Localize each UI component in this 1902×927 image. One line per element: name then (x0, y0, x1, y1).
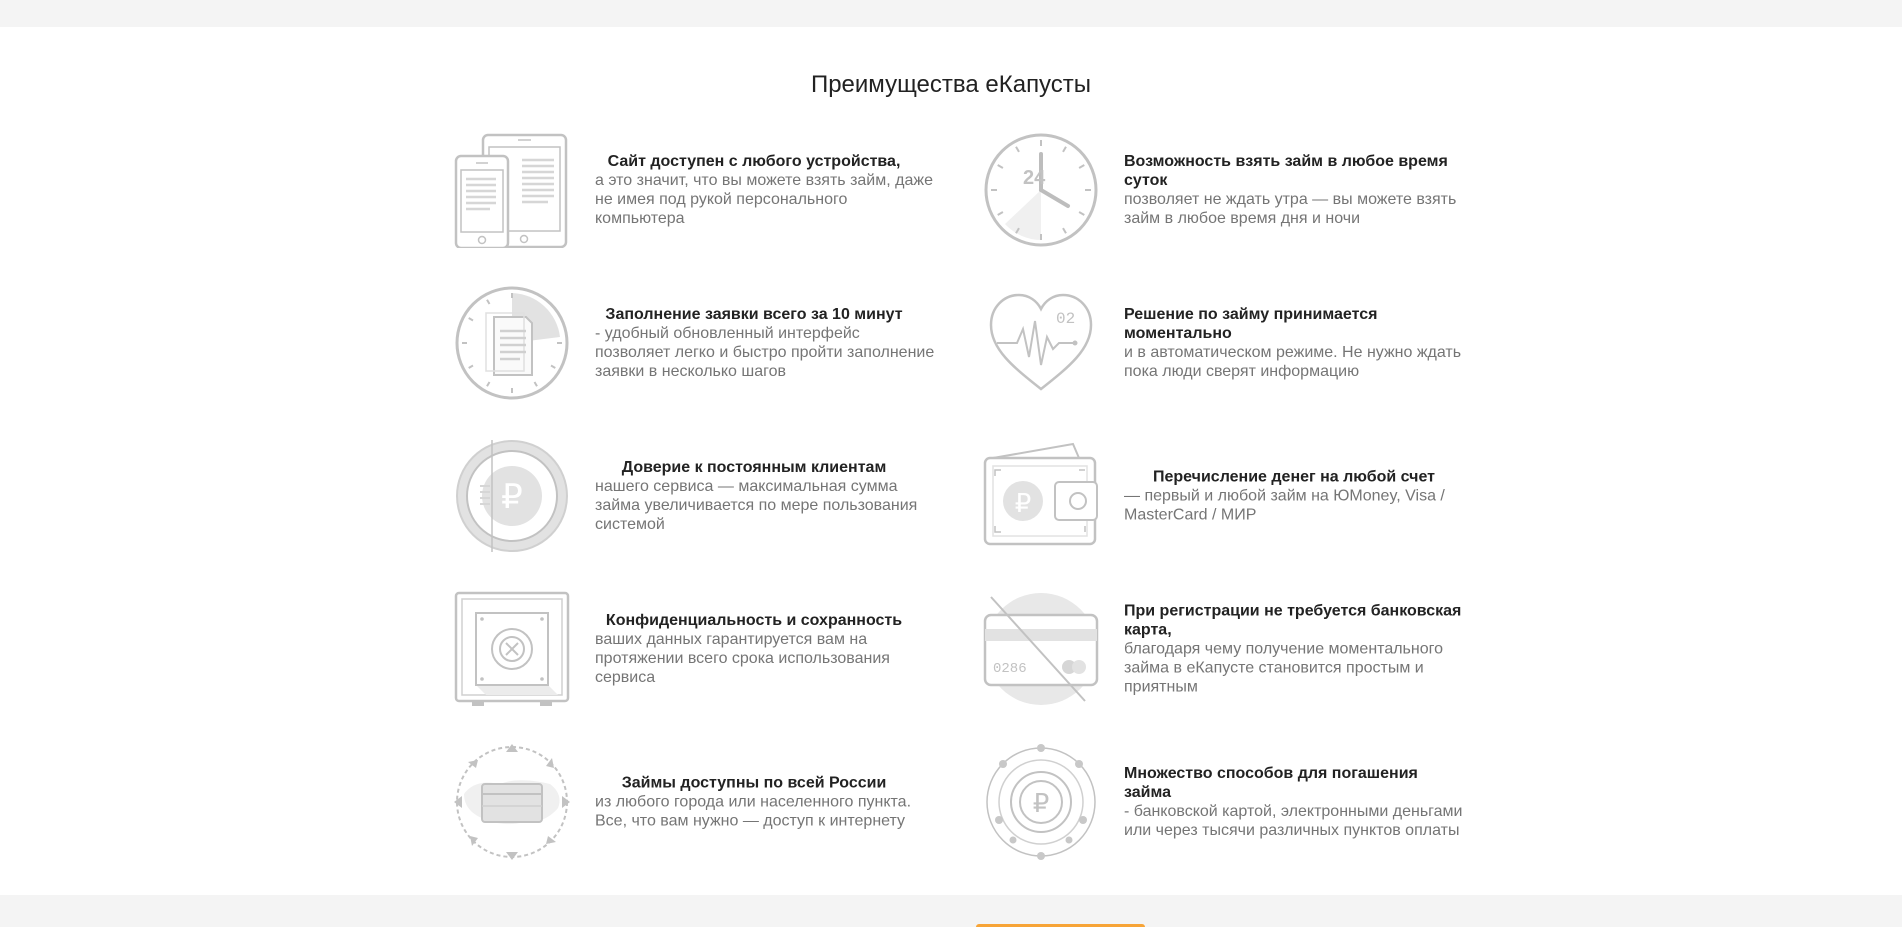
top-strip (0, 0, 1902, 27)
wallet-ruble-sign: ₽ (1014, 489, 1032, 519)
feature-description: а это значит, что вы можете взять займ, даже не имея под рукой персонального компьютера (595, 172, 933, 227)
feature-text (1124, 602, 1464, 697)
advantages-section (0, 27, 1902, 895)
feature-text (595, 611, 935, 687)
feature-text (1124, 468, 1464, 525)
feature-heading: Займы доступны по всей России (621, 774, 887, 792)
feature-description: ваших данных гарантируется вам на протяжении всего срока использования сервиса (595, 631, 890, 686)
feature-instant-decision (983, 285, 1503, 401)
feature-any-account (983, 438, 1503, 554)
heart-pulse-icon (983, 285, 1099, 401)
feature-privacy (454, 591, 974, 707)
russia-map-icon (454, 744, 570, 860)
ruble-sign: ₽ (501, 477, 523, 517)
feature-heading: Сайт доступен с любого устройства, (607, 153, 901, 170)
feature-heading: Доверие к постоянным клиентам (621, 459, 887, 476)
feature-payment-methods (983, 744, 1503, 860)
card-digits: 0286 (993, 661, 1027, 677)
feature-text (595, 774, 935, 831)
feature-loyal-clients (454, 438, 974, 554)
feature-text (595, 152, 935, 228)
feature-text (595, 305, 935, 381)
feature-heading: При регистрации не требуется банковская карта, (1124, 602, 1462, 639)
feature-heading: Перечисление денег на любой счет (1153, 468, 1435, 486)
clock-24-icon (983, 132, 1099, 248)
payment-methods-icon (983, 744, 1099, 860)
feature-description: нашего сервиса — максимальная сумма займа увеличивается по мере пользования системой (595, 478, 918, 533)
feature-quick-form (454, 285, 974, 401)
feature-description: — первый и любой займ на ЮMoney, Visa / MasterCard / МИР (1124, 487, 1445, 524)
feature-text (595, 458, 935, 534)
feature-any-device (454, 132, 974, 248)
feature-heading: Возможность взять займ в любое время суток (1124, 153, 1448, 189)
form-timer-icon (454, 285, 570, 401)
feature-heading: Конфиденциальность и сохранность (605, 612, 903, 629)
no-card-icon (983, 591, 1099, 707)
feature-description: позволяет не ждать утра — вы можете взять займ в любое время дня и ночи (1124, 191, 1457, 227)
feature-description: из любого города или населенного пункта. Все, что вам нужно — доступ к интернету (595, 793, 912, 830)
feature-text (1124, 305, 1464, 381)
feature-text (1124, 152, 1464, 228)
feature-heading: Решение по займу принимается моментально (1124, 306, 1378, 342)
clock-number: 24 (1023, 167, 1046, 189)
payment-ruble-sign: ₽ (1032, 789, 1050, 819)
feature-description: благодаря чему получение моментального займа в еКапусте становится простым и приятным (1124, 640, 1443, 696)
feature-any-time (983, 132, 1503, 248)
devices-icon (454, 132, 570, 248)
safe-icon (454, 591, 570, 707)
feature-no-card (983, 591, 1503, 707)
feature-description: и в автоматическом режиме. Не нужно ждать пока люди сверят информацию (1124, 344, 1462, 380)
feature-description: - банковской картой, электронными деньгами или через тысячи различных пунктов оплаты (1124, 803, 1463, 839)
heart-number: 02 (1056, 310, 1076, 328)
section-title: Преимущества еКапусты (810, 71, 1092, 98)
feature-text (1124, 764, 1464, 840)
feature-heading: Заполнение заявки всего за 10 минут (605, 306, 903, 323)
ruble-coin-icon (454, 438, 570, 554)
feature-all-russia (454, 744, 974, 860)
wallet-icon (983, 438, 1099, 554)
feature-heading: Множество способов для погашения займа (1124, 765, 1418, 801)
feature-description: - удобный обновленный интерфейс позволяет легко и быстро пройти заполнение заявки в несколько шагов (595, 325, 935, 380)
bottom-strip (0, 895, 1902, 927)
